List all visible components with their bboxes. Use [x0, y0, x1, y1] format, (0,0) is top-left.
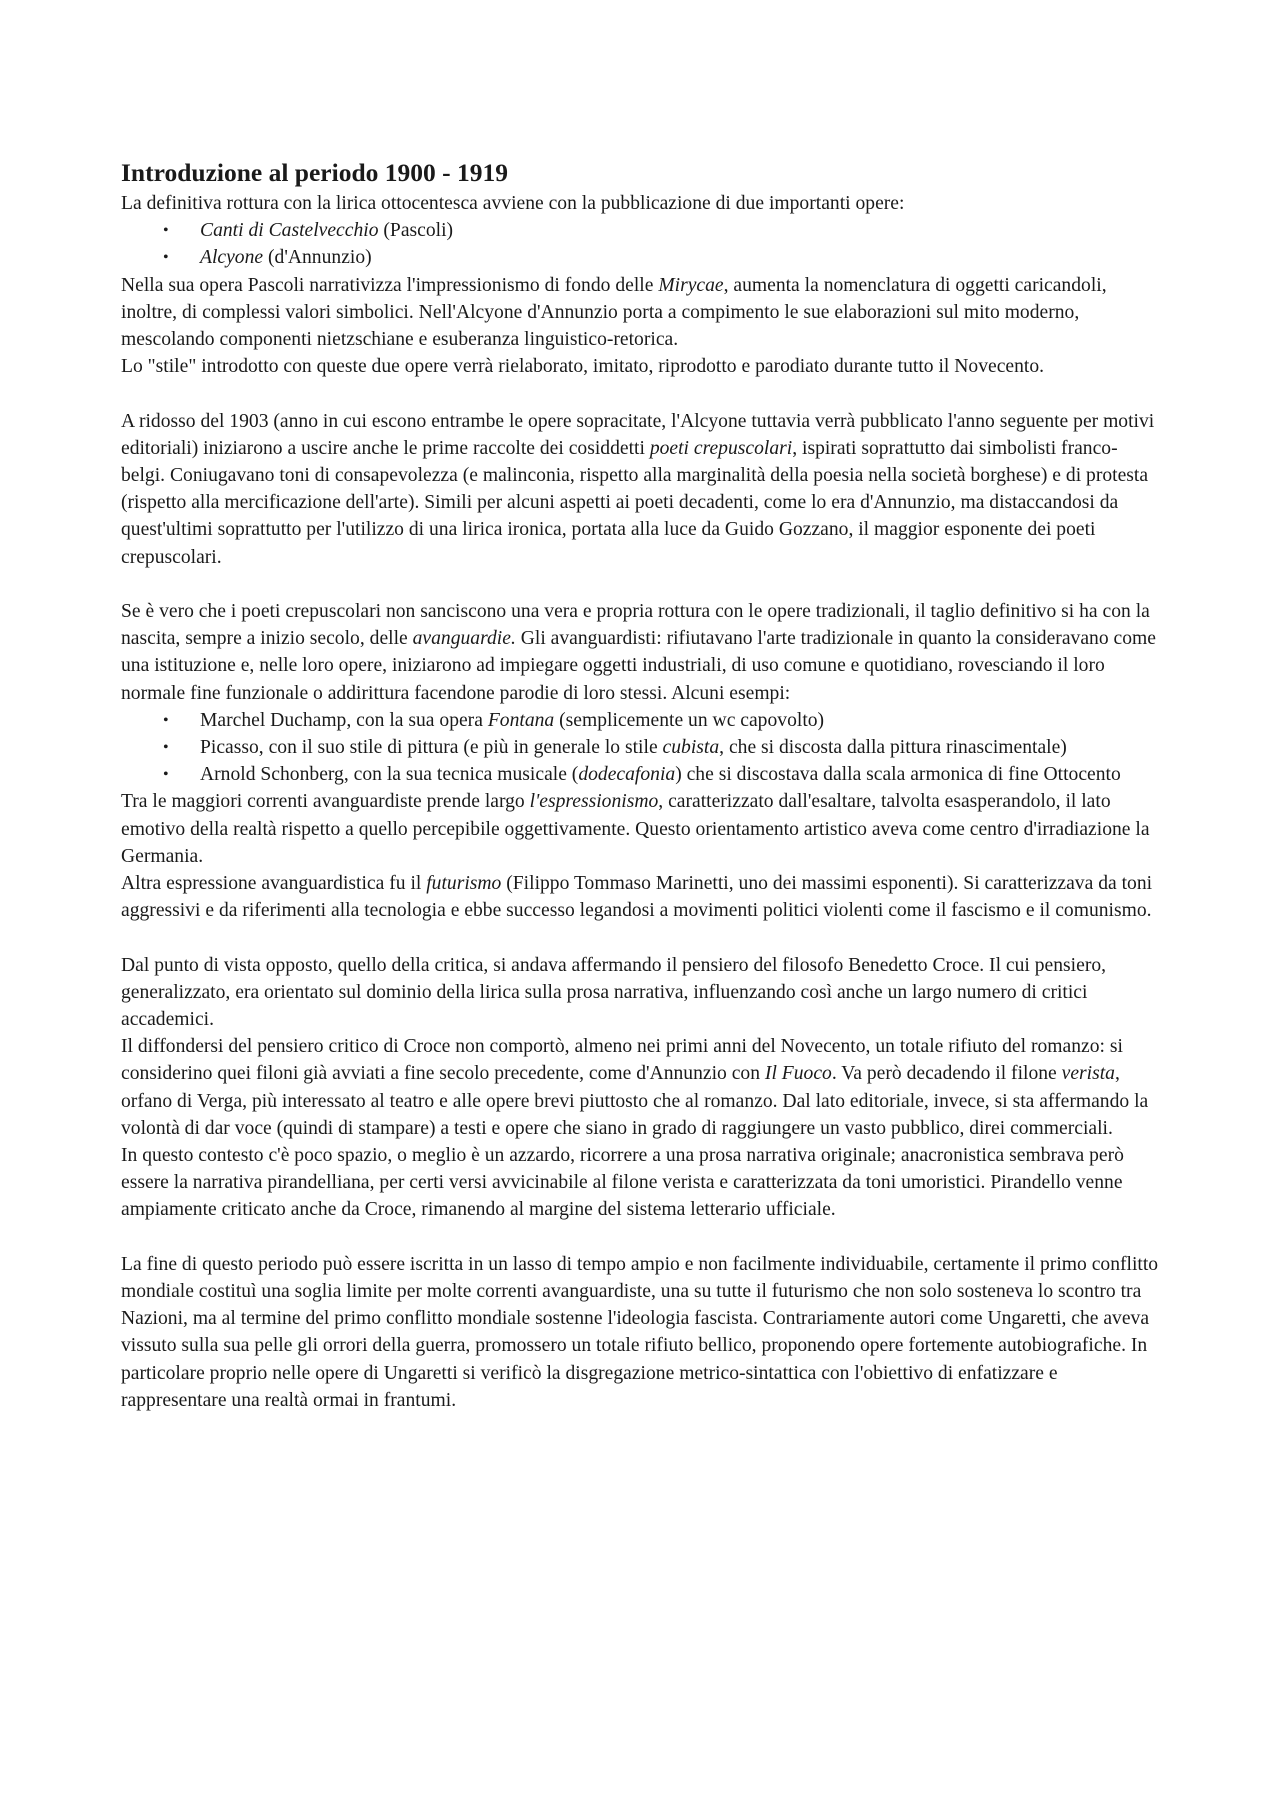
list-item [121, 217, 1161, 244]
document-body [121, 156, 1161, 1414]
italic-run: avanguardie. [412, 628, 516, 650]
text-run: , orfano di Verga, più interessato al teatro e alle opere brevi piuttosto che al romanzo. Dal lato editoriale, invece, si sta affermando la volontà di dar voce (quindi di stampare) a testi e opere che siano in grado di raggiungere un vasto pubblico, direi commerciali. [121, 1063, 1149, 1139]
text-run: , che si discosta dalla pittura rinascimentale) [719, 737, 1067, 759]
text-run: A ridosso del 1903 (anno in cui escono entrambe le opere sopracitate, l'Alcyone tuttavia verrà pubblicato l'anno seguente per motivi editoriali) iniziarono a uscire anche le prime raccolte dei cosiddetti [121, 410, 1155, 459]
paragraph-romanzo [121, 1033, 1161, 1142]
text-run: (semplicemente un wc capovolto) [554, 709, 825, 731]
italic-run: cubista [662, 737, 720, 759]
paragraph-gap [121, 380, 1161, 407]
text-run: Marchel Duchamp, con la sua opera [200, 709, 488, 731]
italic-run: Fontana [487, 709, 555, 731]
text-run: , caratterizzato dall'esaltare, talvolta esasperandolo, il lato emotivo della realtà rispetto a quello percepibile oggettivamente. Questo orientamento artistico aveva come centro d'irradiazione la Germania. [121, 791, 1150, 867]
paragraph-gap [121, 1224, 1161, 1251]
bullet-icon: • [163, 222, 169, 240]
intro-paragraph: La definitiva rottura con la lirica ottocentesca avviene con la pubblicazione di due importanti opere: [121, 193, 905, 214]
text-run: . Va però decadendo il filone [831, 1063, 1062, 1085]
paragraph-avanguardie [121, 598, 1161, 707]
work-author: (Pascoli) [378, 220, 454, 242]
bullet-icon: • [163, 711, 169, 729]
italic-run: futurismo [426, 873, 502, 895]
page-title: Introduzione al periodo 1900 - 1919 [121, 158, 509, 187]
works-list [121, 217, 1161, 271]
text-run: Arnold Schonberg, con la sua tecnica musicale ( [200, 764, 579, 786]
paragraph-espressionismo [121, 788, 1161, 870]
text-run: (Filippo Tommaso Marinetti, uno dei massimi esponenti). Si caratterizzava da toni aggressivi e da riferimenti alla tecnologia e ebbe successo legandosi a movimenti politici violenti come il fascismo e il comunismo. [121, 873, 1153, 922]
list-item [121, 244, 1161, 271]
work-title: Alcyone [200, 247, 264, 269]
italic-run: dodecafonia [578, 764, 676, 786]
paragraph-gap [121, 571, 1161, 598]
list-item [121, 734, 1161, 761]
text-run: , aumenta la nomenclatura di oggetti caricandoli, inoltre, di complessi valori simbolici. Nell'Alcyone d'Annunzio porta a compimento le sue elaborazioni sul mito moderno, mescolando componenti nietzschiane e esuberanza linguistico-retorica. [121, 274, 1107, 351]
bullet-icon: • [163, 739, 169, 757]
text-run: , ispirati soprattutto dai simbolisti franco-belgi. Coniugavano toni di consapevolezza (e malinconia, rispetto alla marginalità della poesia nella società borghese) e di protesta (rispetto alla mercificazione dell'arte). Simili per alcuni aspetti ai poeti decadenti, come lo era d'Annunzio, ma distaccandosi da quest'ultimi soprattutto per l'utilizzo di una lirica ironica, portata alla luce da Guido Gozzano, il maggior esponente dei poeti crepuscolari. [121, 437, 1149, 568]
text-run: Altra espressione avanguardistica fu il [121, 873, 427, 895]
text-run: Gli avanguardisti: rifiutavano l'arte tradizionale in quanto la consideravano come una istituzione e, nelle loro opere, iniziarono ad impiegare oggetti industriali, di uso comune e quotidiano, rovesciando il loro normale fine funzionale o addirittura facendone parodie di loro stessi. Alcuni esempi: [121, 628, 1156, 704]
text-run: Nella sua opera Pascoli narrativizza l'impressionismo di fondo delle [121, 274, 659, 296]
text-run: Tra le maggiori correnti avanguardiste prende largo [121, 791, 530, 813]
paragraph-gap [121, 924, 1161, 951]
text-run: Picasso, con il suo stile di pittura (e più in generale lo stile [200, 737, 663, 759]
examples-list [121, 707, 1161, 789]
paragraph-stile: Lo "stile" introdotto con queste due opere verrà rielaborato, imitato, riprodotto e parodiato durante tutto il Novecento. [121, 356, 1045, 378]
italic-run: l'espressionismo [529, 791, 659, 813]
paragraph-pascoli [121, 272, 1161, 354]
work-author: (d'Annunzio) [263, 247, 372, 269]
paragraph-crepuscolari [121, 408, 1161, 571]
italic-run: verista [1061, 1063, 1115, 1085]
bullet-icon: • [163, 766, 169, 784]
paragraph-pirandello: In questo contesto c'è poco spazio, o meglio è un azzardo, ricorrere a una prosa narrativa originale; anacronistica sembrava però essere la narrativa pirandelliana, per certi versi avvicinabile al filone verista e caratterizzata da toni umoristici. Pirandello venne ampiamente criticato anche da Croce, rimanendo al margine del sistema letterario ufficiale. [121, 1145, 1124, 1221]
italic-run: poeti crepuscolari [649, 437, 793, 459]
list-item [121, 761, 1161, 788]
work-title: Canti di Castelvecchio [200, 220, 379, 242]
paragraph-futurismo [121, 870, 1161, 924]
list-item [121, 707, 1161, 734]
bullet-icon: • [163, 249, 169, 267]
paragraph-fine-periodo: La fine di questo periodo può essere iscritta in un lasso di tempo ampio e non facilmente individuabile, certamente il primo conflitto mondiale costituì una soglia limite per molte correnti avanguardiste, una su tutte il futurismo che non solo sosteneva lo scontro tra Nazioni, ma al termine del primo conflitto mondiale sostenne l'ideologia fascista. Contrariamente autori come Ungaretti, che aveva vissuto sulla sua pelle gli orrori della guerra, promossero un totale rifiuto bellico, proponendo opere fortemente autobiografiche. In particolare proprio nelle opere di Ungaretti si verificò la disgregazione metrico-sintattica con l'obiettivo di enfatizzare e rappresentare una realtà ormai in frantumi. [121, 1253, 1159, 1411]
text-run: ) che si discostava dalla scala armonica di fine Ottocento [675, 764, 1121, 786]
italic-run: Il Fuoco [764, 1063, 832, 1085]
paragraph-croce: Dal punto di vista opposto, quello della critica, si andava affermando il pensiero del filosofo Benedetto Croce. Il cui pensiero, generalizzato, era orientato sul dominio della lirica sulla prosa narrativa, influenzando così anche un largo numero di critici accademici. [121, 954, 1107, 1031]
italic-run: Mirycae [658, 274, 724, 296]
text-run: Il diffondersi del pensiero critico di Croce non comportò, almeno nei primi anni del Novecento, un totale rifiuto del romanzo: si considerino quei filoni già avviati a fine secolo precedente, come d'Annunzio con [121, 1036, 1123, 1085]
text-run: Se è vero che i poeti crepuscolari non sanciscono una vera e propria rottura con le opere tradizionali, il taglio definitivo si ha con la nascita, sempre a inizio secolo, delle [121, 601, 1150, 650]
